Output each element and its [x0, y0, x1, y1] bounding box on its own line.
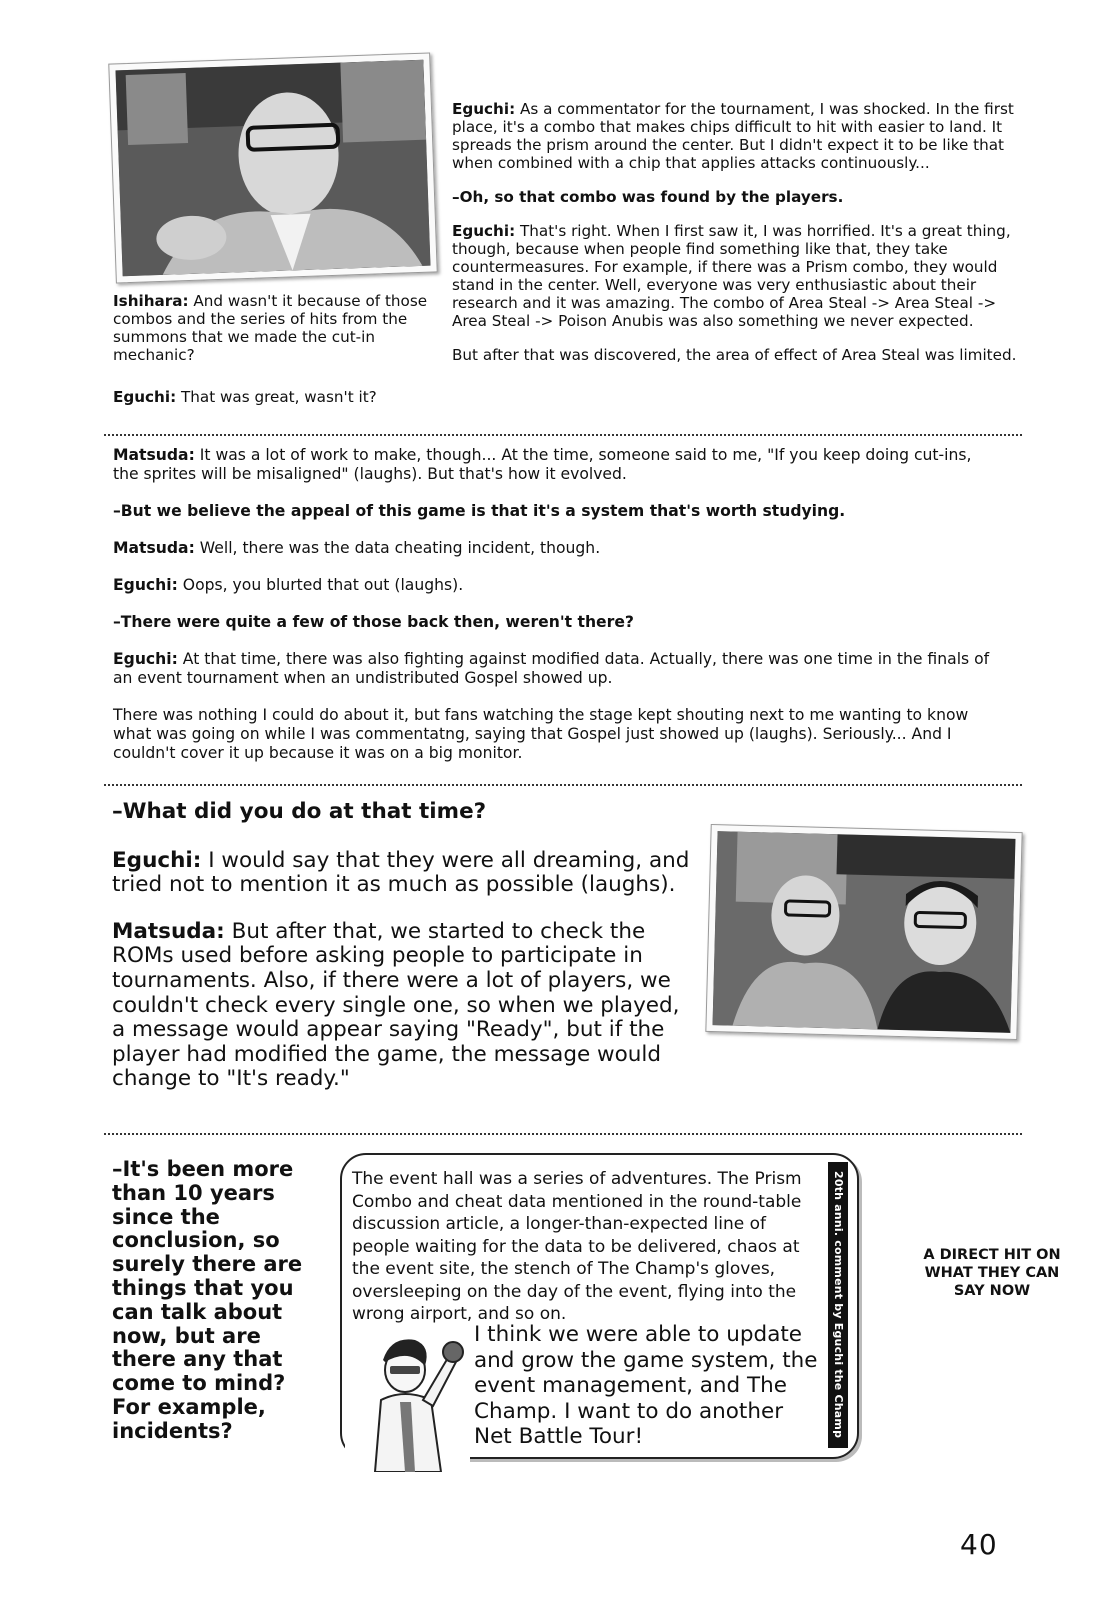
interviewer-question: –There were quite a few of those back then, weren't there? — [113, 613, 634, 631]
ishihara-remark: Ishihara: And wasn't it because of those combos and the series of hits from the summons that we made the cut-in mechanic? — [113, 292, 428, 364]
paragraph: Matsuda: But after that, we started to check the ROMs used before asking people to participate in tournaments. Also, if there were a lot of players, we couldn't check every single one, so when we played, a message would appear saying "Ready", but if the player had modified the game, the message would change to "It's ready." — [112, 918, 680, 1092]
dotted-divider — [104, 784, 1022, 786]
dotted-divider — [104, 1133, 1022, 1135]
bottom-question: –It's been more than 10 years since the conclusion, so surely there are things that you can talk about now, but are there any that come to mind? For example, incidents? — [112, 1157, 303, 1443]
speaker-eguchi: Eguchi: — [113, 388, 177, 406]
dotted-divider — [104, 434, 1022, 436]
interviewer-question: –Oh, so that combo was found by the players. — [452, 188, 844, 206]
paragraph: Eguchi: I would say that they were all dreaming, and tried not to mention it as much as possible (laughs). — [112, 847, 690, 898]
comment-tag: 20th anni. comment by Eguchi the Champ — [828, 1162, 848, 1448]
paragraph: There was nothing I could do about it, but fans watching the stage kept shouting next to me wanting to know what was going on while I was commentatng, saying that Gospel just showed up (laughs). Seriously... And I couldn't cover it up because it was on a big monitor. — [113, 706, 969, 762]
side-caption: A DIRECT HIT ON WHAT THEY CAN SAY NOW — [923, 1247, 1061, 1299]
photo-image — [115, 60, 430, 277]
bubble-text: The event hall was a series of adventures. The Prism Combo and cheat data mentioned in the round-table discussion article, a longer-than-expected line of people waiting for the data to be delivered, chaos at the event site, the stench of The Champ's gloves, oversleeping on the day of the event, flying into the wrong airport, and so on. — [352, 1169, 802, 1324]
speaker-ishihara: Ishihara: — [113, 292, 189, 310]
person-silhouette-icon — [115, 60, 430, 277]
large-section — [112, 800, 692, 1092]
photo-two-interviewees — [705, 824, 1022, 1040]
paragraph: Eguchi: Oops, you blurted that out (laughs). — [113, 576, 464, 594]
paragraph: Eguchi: As a commentator for the tournament, I was shocked. In the first place, it's a combo that makes chips difficult to hit with easier to land. It spreads the prism around the center. But I didn't expect it to be like that when combined with a chip that applies attacks continuously... — [452, 100, 1014, 172]
the-champ-character-icon — [345, 1330, 470, 1472]
eguchi-remark: Eguchi: That was great, wasn't it? — [113, 388, 377, 406]
two-people-icon — [713, 831, 1016, 1033]
paragraph: Matsuda: It was a lot of work to make, though... At the time, someone said to me, "If you keep doing cut-ins, the sprites will be misaligned" (laughs). But that's how it evolved. — [113, 446, 972, 483]
page-number: 40 — [960, 1528, 998, 1561]
paragraph: Matsuda: Well, there was the data cheating incident, though. — [113, 539, 601, 557]
middle-section — [113, 446, 993, 763]
top-right-column — [452, 100, 1017, 364]
paragraph: Eguchi: That's right. When I first saw it, I was horrified. It's a great thing, though, because when people find something like that, they take countermeasures. For example, if there was a Prism combo, they would stand in the center. Well, everyone was very enthusiastic about their research and it was amazing. The combo of Area Steal -> Area Steal -> Area Steal -> Poison Anubis was also something we never expected. — [452, 222, 1011, 330]
paragraph: But after that was discovered, the area of effect of Area Steal was limited. — [452, 346, 1017, 364]
photo-eguchi-portrait — [108, 52, 437, 283]
photo-image — [713, 831, 1016, 1033]
bubble-big-text: I think we were able to update and grow the game system, the event management, and The Champ. I want to do another Net Battle Tour! — [474, 1322, 818, 1449]
interviewer-question: –But we believe the appeal of this game is that it's a system that's worth studying. — [113, 502, 846, 520]
interviewer-question: –What did you do at that time? — [112, 799, 487, 824]
paragraph: Eguchi: At that time, there was also fighting against modified data. Actually, there was one time in the finals of an event tournament when an undistributed Gospel showed up. — [113, 650, 990, 687]
